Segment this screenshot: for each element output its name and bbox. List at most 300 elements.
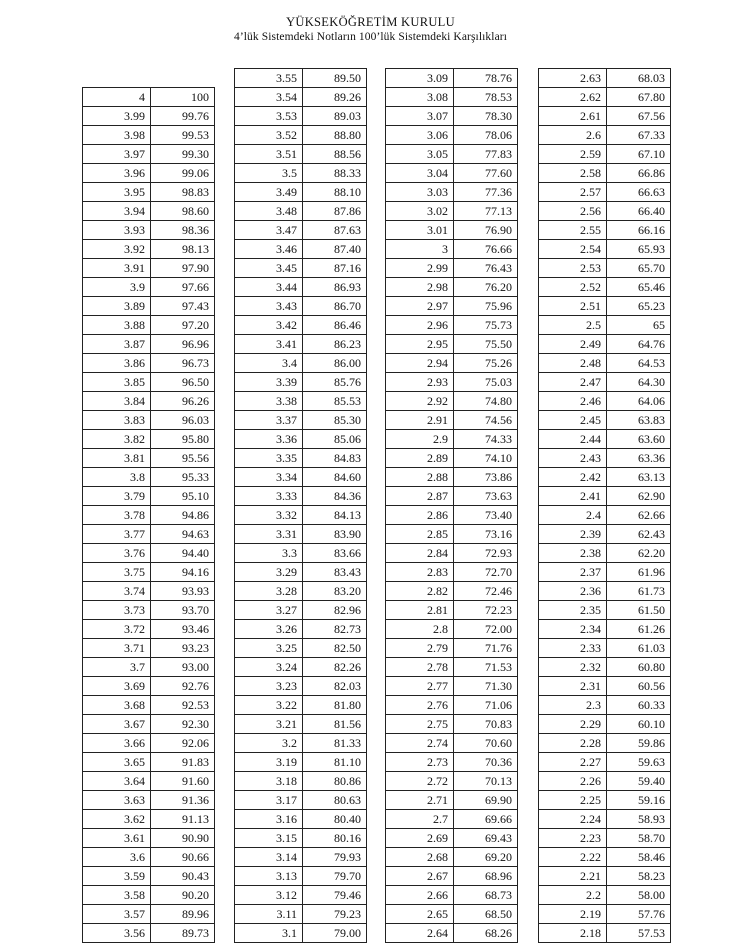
grade-4-cell: 3.37 — [235, 411, 303, 430]
grade-100-cell: 74.56 — [454, 411, 518, 430]
grade-100-cell: 65.93 — [607, 240, 671, 259]
grade-4-cell: 3.72 — [83, 620, 151, 639]
table-row — [235, 126, 367, 145]
grade-100-cell: 80.40 — [303, 810, 367, 829]
grade-table-3 — [385, 68, 518, 943]
grade-4-cell: 2.76 — [386, 696, 454, 715]
table-row — [539, 924, 671, 943]
grade-100-cell: 80.63 — [303, 791, 367, 810]
grade-100-cell: 68.73 — [454, 886, 518, 905]
grade-100-cell: 75.26 — [454, 354, 518, 373]
grade-100-cell: 89.96 — [151, 905, 215, 924]
grade-4-cell: 3.25 — [235, 639, 303, 658]
table-row — [235, 696, 367, 715]
table-row — [539, 620, 671, 639]
grade-4-cell: 3.15 — [235, 829, 303, 848]
grade-100-cell: 63.36 — [607, 449, 671, 468]
table-row — [235, 810, 367, 829]
grade-4-cell: 3.04 — [386, 164, 454, 183]
grade-100-cell: 70.60 — [454, 734, 518, 753]
table-row — [235, 183, 367, 202]
grade-100-cell: 93.70 — [151, 601, 215, 620]
grade-4-cell: 2.81 — [386, 601, 454, 620]
table-row — [386, 487, 518, 506]
grade-100-cell: 78.06 — [454, 126, 518, 145]
grade-4-cell: 3.59 — [83, 867, 151, 886]
table-row — [386, 544, 518, 563]
table-row — [539, 772, 671, 791]
grade-4-cell: 3.06 — [386, 126, 454, 145]
grade-4-cell: 3.27 — [235, 601, 303, 620]
grade-100-cell: 66.86 — [607, 164, 671, 183]
table-row — [539, 354, 671, 373]
grade-4-cell: 2.26 — [539, 772, 607, 791]
grade-4-cell: 3.02 — [386, 202, 454, 221]
grade-4-cell: 3.91 — [83, 259, 151, 278]
grade-4-cell: 3.26 — [235, 620, 303, 639]
grade-4-cell: 3.47 — [235, 221, 303, 240]
table-row — [539, 886, 671, 905]
table-row — [386, 297, 518, 316]
table-row — [83, 240, 215, 259]
grade-4-cell: 2.35 — [539, 601, 607, 620]
grade-4-cell: 3.92 — [83, 240, 151, 259]
grade-100-cell: 86.00 — [303, 354, 367, 373]
grade-4-cell: 2.84 — [386, 544, 454, 563]
grade-4-cell: 2.54 — [539, 240, 607, 259]
grade-4-cell: 3.9 — [83, 278, 151, 297]
grade-4-cell: 3.55 — [235, 69, 303, 88]
table-row — [539, 544, 671, 563]
grade-100-cell: 94.63 — [151, 525, 215, 544]
grade-4-cell: 2.97 — [386, 297, 454, 316]
grade-100-cell: 78.53 — [454, 88, 518, 107]
table-row — [235, 563, 367, 582]
grade-100-cell: 86.70 — [303, 297, 367, 316]
grade-4-cell: 3.98 — [83, 126, 151, 145]
table-row — [83, 810, 215, 829]
grade-100-cell: 74.33 — [454, 430, 518, 449]
grade-4-cell: 2.65 — [386, 905, 454, 924]
grade-4-cell: 3.28 — [235, 582, 303, 601]
table-row — [386, 791, 518, 810]
grade-4-cell: 3.75 — [83, 563, 151, 582]
grade-100-cell: 80.16 — [303, 829, 367, 848]
grade-4-cell: 2.57 — [539, 183, 607, 202]
table-row — [539, 392, 671, 411]
grade-100-cell: 85.30 — [303, 411, 367, 430]
grade-100-cell: 65.23 — [607, 297, 671, 316]
grade-4-cell: 3.63 — [83, 791, 151, 810]
grade-100-cell: 98.83 — [151, 183, 215, 202]
grade-100-cell: 97.20 — [151, 316, 215, 335]
grade-100-cell: 72.46 — [454, 582, 518, 601]
grade-100-cell: 68.03 — [607, 69, 671, 88]
grade-4-cell: 3.42 — [235, 316, 303, 335]
grade-4-cell: 2.23 — [539, 829, 607, 848]
table-row — [235, 601, 367, 620]
grade-100-cell: 95.56 — [151, 449, 215, 468]
grade-4-cell: 3.62 — [83, 810, 151, 829]
table-row — [386, 468, 518, 487]
grade-4-cell: 3.01 — [386, 221, 454, 240]
grade-4-cell: 2.66 — [386, 886, 454, 905]
table-row — [539, 753, 671, 772]
grade-4-cell: 3.53 — [235, 107, 303, 126]
table-row — [386, 202, 518, 221]
table-row — [83, 202, 215, 221]
table-row — [386, 335, 518, 354]
grade-4-cell: 3.13 — [235, 867, 303, 886]
grade-4-cell: 2.7 — [386, 810, 454, 829]
grade-4-cell: 3.88 — [83, 316, 151, 335]
grade-4-cell: 2.44 — [539, 430, 607, 449]
grade-100-cell: 94.16 — [151, 563, 215, 582]
grade-4-cell: 3.94 — [83, 202, 151, 221]
grade-4-cell: 3 — [386, 240, 454, 259]
table-row — [539, 563, 671, 582]
table-row — [539, 468, 671, 487]
document-subtitle: 4’lük Sistemdeki Notların 100’lük Sistemdeki Karşılıkları — [233, 31, 508, 43]
grade-4-cell: 2.59 — [539, 145, 607, 164]
grade-100-cell: 65.70 — [607, 259, 671, 278]
grade-100-cell: 60.33 — [607, 696, 671, 715]
table-row — [83, 316, 215, 335]
grade-4-cell: 2.63 — [539, 69, 607, 88]
grade-100-cell: 78.30 — [454, 107, 518, 126]
table-row — [539, 658, 671, 677]
table-row — [83, 867, 215, 886]
grade-4-cell: 2.94 — [386, 354, 454, 373]
grade-100-cell: 82.26 — [303, 658, 367, 677]
grade-4-cell: 3.67 — [83, 715, 151, 734]
grade-100-cell: 92.30 — [151, 715, 215, 734]
grade-4-cell: 3.49 — [235, 183, 303, 202]
grade-4-cell: 2.27 — [539, 753, 607, 772]
grade-100-cell: 60.10 — [607, 715, 671, 734]
grade-4-cell: 3.89 — [83, 297, 151, 316]
grade-100-cell: 82.96 — [303, 601, 367, 620]
table-row — [539, 848, 671, 867]
table-row — [235, 525, 367, 544]
table-row — [83, 677, 215, 696]
table-row — [539, 582, 671, 601]
grade-4-cell: 2.9 — [386, 430, 454, 449]
grade-100-cell: 69.90 — [454, 791, 518, 810]
grade-100-cell: 81.56 — [303, 715, 367, 734]
grade-4-cell: 2.78 — [386, 658, 454, 677]
table-row — [386, 240, 518, 259]
table-row — [83, 392, 215, 411]
table-row — [386, 354, 518, 373]
table-row — [386, 88, 518, 107]
grade-100-cell: 98.13 — [151, 240, 215, 259]
table-row — [235, 411, 367, 430]
table-row — [386, 506, 518, 525]
grade-100-cell: 57.53 — [607, 924, 671, 943]
table-row — [83, 734, 215, 753]
table-row — [235, 107, 367, 126]
grade-4-cell: 2.37 — [539, 563, 607, 582]
table-row — [83, 563, 215, 582]
grade-4-cell: 3.82 — [83, 430, 151, 449]
grade-4-cell: 2.91 — [386, 411, 454, 430]
grade-100-cell: 89.50 — [303, 69, 367, 88]
grade-4-cell: 3.54 — [235, 88, 303, 107]
table-row — [235, 145, 367, 164]
table-row — [235, 677, 367, 696]
table-row — [83, 88, 215, 107]
table-row — [235, 449, 367, 468]
grade-100-cell: 93.23 — [151, 639, 215, 658]
table-row — [539, 829, 671, 848]
grade-100-cell: 88.33 — [303, 164, 367, 183]
grade-4-cell: 3.52 — [235, 126, 303, 145]
table-row — [386, 867, 518, 886]
table-row — [83, 620, 215, 639]
grade-4-cell: 2.39 — [539, 525, 607, 544]
table-row — [83, 715, 215, 734]
table-row — [235, 715, 367, 734]
grade-100-cell: 95.80 — [151, 430, 215, 449]
table-row — [235, 582, 367, 601]
table-row — [539, 677, 671, 696]
grade-100-cell: 100 — [151, 88, 215, 107]
grade-4-cell: 3.78 — [83, 506, 151, 525]
table-row — [539, 639, 671, 658]
grade-100-cell: 84.83 — [303, 449, 367, 468]
grade-100-cell: 62.43 — [607, 525, 671, 544]
table-row — [386, 658, 518, 677]
grade-4-cell: 3.96 — [83, 164, 151, 183]
table-row — [235, 259, 367, 278]
grade-4-cell: 2.61 — [539, 107, 607, 126]
table-row — [539, 525, 671, 544]
grade-100-cell: 77.83 — [454, 145, 518, 164]
table-row — [235, 202, 367, 221]
grade-4-cell: 3.3 — [235, 544, 303, 563]
grade-4-cell: 3.64 — [83, 772, 151, 791]
grade-4-cell: 3.95 — [83, 183, 151, 202]
grade-4-cell: 2.62 — [539, 88, 607, 107]
table-row — [83, 791, 215, 810]
grade-4-cell: 2.29 — [539, 715, 607, 734]
table-row — [235, 886, 367, 905]
grade-100-cell: 63.13 — [607, 468, 671, 487]
table-row — [386, 316, 518, 335]
grade-4-cell: 2.42 — [539, 468, 607, 487]
grade-100-cell: 90.90 — [151, 829, 215, 848]
grade-100-cell: 73.63 — [454, 487, 518, 506]
grade-4-cell: 2.28 — [539, 734, 607, 753]
table-row — [386, 620, 518, 639]
table-row — [539, 335, 671, 354]
grade-4-cell: 3.2 — [235, 734, 303, 753]
grade-100-cell: 98.36 — [151, 221, 215, 240]
table-row — [83, 487, 215, 506]
grade-4-cell: 3.07 — [386, 107, 454, 126]
grade-100-cell: 64.06 — [607, 392, 671, 411]
table-row — [235, 905, 367, 924]
table-row — [539, 810, 671, 829]
grade-100-cell: 92.53 — [151, 696, 215, 715]
grade-4-cell: 3.33 — [235, 487, 303, 506]
grade-4-cell: 3.85 — [83, 373, 151, 392]
table-row — [83, 525, 215, 544]
grade-100-cell: 76.20 — [454, 278, 518, 297]
grade-100-cell: 77.36 — [454, 183, 518, 202]
grade-100-cell: 92.06 — [151, 734, 215, 753]
grade-4-cell: 2.4 — [539, 506, 607, 525]
table-row — [539, 430, 671, 449]
grade-100-cell: 61.73 — [607, 582, 671, 601]
grade-4-cell: 2.92 — [386, 392, 454, 411]
grade-100-cell: 86.46 — [303, 316, 367, 335]
table-row — [83, 107, 215, 126]
grade-4-cell: 3.79 — [83, 487, 151, 506]
grade-4-cell: 3.1 — [235, 924, 303, 943]
table-row — [386, 221, 518, 240]
grade-4-cell: 3.19 — [235, 753, 303, 772]
grade-4-cell: 2.6 — [539, 126, 607, 145]
grade-100-cell: 92.76 — [151, 677, 215, 696]
grade-100-cell: 86.93 — [303, 278, 367, 297]
table-row — [539, 905, 671, 924]
grade-100-cell: 73.16 — [454, 525, 518, 544]
grade-4-cell: 2.51 — [539, 297, 607, 316]
table-row — [386, 430, 518, 449]
grade-100-cell: 70.13 — [454, 772, 518, 791]
table-row — [235, 221, 367, 240]
grade-4-cell: 3.65 — [83, 753, 151, 772]
grade-100-cell: 87.86 — [303, 202, 367, 221]
grade-100-cell: 71.30 — [454, 677, 518, 696]
table-row — [386, 734, 518, 753]
grade-100-cell: 81.10 — [303, 753, 367, 772]
table-row — [235, 88, 367, 107]
grade-100-cell: 79.00 — [303, 924, 367, 943]
table-row — [539, 411, 671, 430]
table-row — [83, 506, 215, 525]
grade-100-cell: 69.20 — [454, 848, 518, 867]
table-row — [235, 69, 367, 88]
grade-4-cell: 2.8 — [386, 620, 454, 639]
grade-100-cell: 69.66 — [454, 810, 518, 829]
table-row — [386, 164, 518, 183]
grade-4-cell: 3.32 — [235, 506, 303, 525]
grade-100-cell: 83.90 — [303, 525, 367, 544]
grade-4-cell: 2.48 — [539, 354, 607, 373]
grade-100-cell: 67.80 — [607, 88, 671, 107]
grade-100-cell: 62.20 — [607, 544, 671, 563]
grade-100-cell: 85.53 — [303, 392, 367, 411]
table-row — [235, 658, 367, 677]
table-row — [235, 639, 367, 658]
grade-4-cell: 2.71 — [386, 791, 454, 810]
grade-4-cell: 2.87 — [386, 487, 454, 506]
table-row — [386, 677, 518, 696]
grade-100-cell: 83.20 — [303, 582, 367, 601]
grade-4-cell: 3.8 — [83, 468, 151, 487]
grade-100-cell: 62.66 — [607, 506, 671, 525]
grade-100-cell: 83.43 — [303, 563, 367, 582]
grade-4-cell: 2.45 — [539, 411, 607, 430]
grade-100-cell: 91.60 — [151, 772, 215, 791]
grade-4-cell: 2.43 — [539, 449, 607, 468]
grade-100-cell: 95.33 — [151, 468, 215, 487]
grade-100-cell: 71.76 — [454, 639, 518, 658]
grade-4-cell: 3.39 — [235, 373, 303, 392]
table-row — [386, 563, 518, 582]
grade-100-cell: 59.40 — [607, 772, 671, 791]
grade-100-cell: 75.96 — [454, 297, 518, 316]
grade-4-cell: 3.99 — [83, 107, 151, 126]
table-row — [83, 829, 215, 848]
grade-4-cell: 2.52 — [539, 278, 607, 297]
grade-100-cell: 71.06 — [454, 696, 518, 715]
grade-100-cell: 76.90 — [454, 221, 518, 240]
grade-100-cell: 83.66 — [303, 544, 367, 563]
grade-4-cell: 2.24 — [539, 810, 607, 829]
table-row — [235, 278, 367, 297]
grade-100-cell: 70.83 — [454, 715, 518, 734]
grade-100-cell: 85.76 — [303, 373, 367, 392]
grade-4-cell: 2.72 — [386, 772, 454, 791]
grade-4-cell: 3.12 — [235, 886, 303, 905]
table-row — [235, 240, 367, 259]
grade-100-cell: 58.70 — [607, 829, 671, 848]
grade-100-cell: 81.80 — [303, 696, 367, 715]
table-row — [386, 525, 518, 544]
table-row — [386, 905, 518, 924]
table-row — [83, 753, 215, 772]
grade-4-cell: 3.31 — [235, 525, 303, 544]
grade-4-cell: 2.86 — [386, 506, 454, 525]
table-row — [539, 867, 671, 886]
grade-100-cell: 74.80 — [454, 392, 518, 411]
grade-4-cell: 2.69 — [386, 829, 454, 848]
grade-4-cell: 2.19 — [539, 905, 607, 924]
grade-4-cell: 3.58 — [83, 886, 151, 905]
grade-100-cell: 91.13 — [151, 810, 215, 829]
grade-4-cell: 2.98 — [386, 278, 454, 297]
grade-100-cell: 82.50 — [303, 639, 367, 658]
grade-100-cell: 67.33 — [607, 126, 671, 145]
table-row — [83, 373, 215, 392]
table-row — [235, 335, 367, 354]
grade-4-cell: 3.81 — [83, 449, 151, 468]
grade-4-cell: 3.14 — [235, 848, 303, 867]
grade-100-cell: 66.40 — [607, 202, 671, 221]
table-row — [539, 715, 671, 734]
grade-100-cell: 77.13 — [454, 202, 518, 221]
table-row — [83, 297, 215, 316]
grade-100-cell: 60.80 — [607, 658, 671, 677]
grade-4-cell: 2.93 — [386, 373, 454, 392]
grade-4-cell: 2.75 — [386, 715, 454, 734]
table-row — [83, 696, 215, 715]
grade-4-cell: 3.4 — [235, 354, 303, 373]
grade-100-cell: 61.03 — [607, 639, 671, 658]
table-row — [386, 848, 518, 867]
grade-100-cell: 98.60 — [151, 202, 215, 221]
table-row — [83, 544, 215, 563]
table-row — [235, 468, 367, 487]
grade-100-cell: 78.76 — [454, 69, 518, 88]
grade-4-cell: 2.79 — [386, 639, 454, 658]
grade-4-cell: 3.21 — [235, 715, 303, 734]
table-row — [235, 297, 367, 316]
